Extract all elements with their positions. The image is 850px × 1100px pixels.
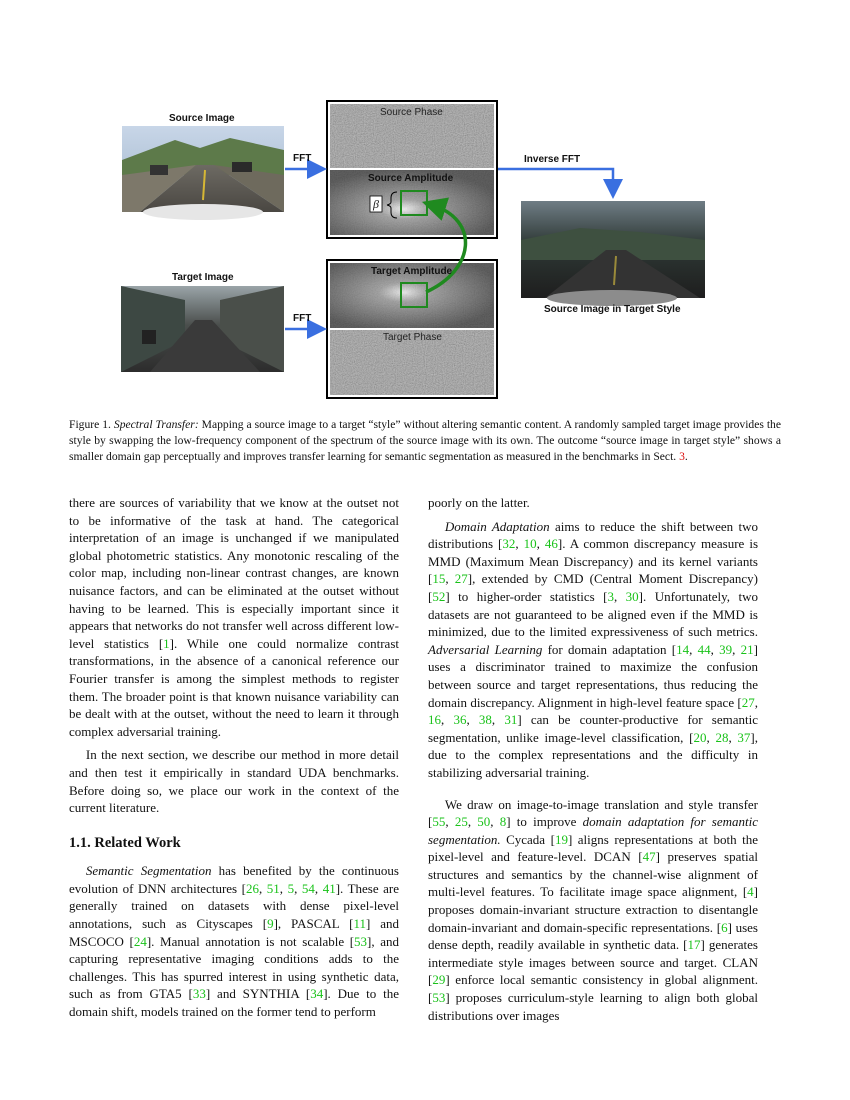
citation-link[interactable]: 25: [454, 814, 468, 830]
source-amplitude-label: Source Amplitude: [368, 173, 454, 184]
right-column: [428, 494, 758, 1024]
citation-link[interactable]: 31: [504, 712, 518, 728]
citation-link[interactable]: 50: [477, 814, 491, 830]
citation-link[interactable]: 29: [432, 972, 446, 988]
caption-title: Spectral Transfer:: [113, 418, 199, 431]
citation-link[interactable]: 34: [310, 986, 324, 1002]
output-image: [521, 201, 705, 306]
citation-link[interactable]: 21: [740, 641, 754, 657]
citation-link[interactable]: 37: [737, 729, 751, 745]
figure-graphics: [0, 0, 850, 410]
output-image-label: Source Image in Target Style: [544, 304, 681, 315]
target-image-label: Target Image: [172, 272, 234, 283]
caption-text: Mapping a source image to a target “style” without altering semantic content. A randomly sampled target image provides the style by swapping the low-frequency component of the spectrum of the source image with its own. The outcome “source image in target style” shows a smaller domain gap perceptually and improves transfer learning for semantic segmentation as measured in the benchmarks in Sect.: [69, 418, 781, 463]
target-image: [121, 286, 284, 372]
right-paragraph-1: Domain Adaptation aims to reduce the shift between two distributions [32, 10, 46]. A common discrepancy measure is MMD (Maximum Mean Discrepancy) and its kernel variants [15, 27], extended by CMD (Central Moment Discrepancy) [52] to higher-order statistics [3, 30]. Unfortunately, two datasets are not guaranteed to be aligned even if the MMD is minimized, due to the limited expressiveness of such metrics. Adversarial Learning for domain adaptation [14, 44, 39, 21] uses a discriminator trained to maximize the confusion between source and target representations, thus reducing the domain discrepancy. Alignment in high-level feature space [27, 16, 36, 38, 31] can be counter-productive for semantic segmentation, unlike image-level classification, [20, 28, 37], due to the complex representations and the difficulty in stabilizing adversarial training.: [428, 518, 759, 780]
citation-link[interactable]: 24: [133, 933, 147, 949]
source-spectrum-panel: [327, 101, 497, 238]
caption-end: .: [684, 450, 688, 463]
inverse-fft-arrow: [498, 169, 613, 194]
citation-link[interactable]: 33: [192, 986, 206, 1002]
citation-link[interactable]: 30: [625, 588, 639, 604]
left-column: [69, 494, 399, 1021]
citation-link[interactable]: 5: [287, 880, 295, 896]
figure-1: [0, 0, 850, 410]
fft-top-label: FFT: [293, 153, 312, 164]
caption-prefix: Figure 1.: [69, 418, 111, 431]
left-paragraph-3: Semantic Segmentation has benefited by the continuous evolution of DNN architectures [26, 51, 5, 54, 41]. These are generally trained on datasets with dense pixel-level annotations, such as Cityscapes [9], PASCAL [11] and MSCOCO [24]. Manual annotation is not scalable [53], and capturing representative imaging conditions adds to the challenges. This has spurred interest in using synthetic data, such as from GTA5 [33] and SYNTHIA [34]. Due to the domain shift, models trained on the former tend to perform: [69, 863, 400, 1020]
citation-link[interactable]: 6: [721, 919, 728, 935]
target-phase-label: Target Phase: [383, 332, 442, 343]
citation-link[interactable]: 54: [301, 880, 315, 896]
right-paragraph-2: We draw on image-to-image translation and style transfer [55, 25, 50, 8] to improve domain adaptation for semantic segmentation. Cycada [19] aligns representations at both the pixel-level and feature-level. DCAN [47] preserves spatial structures and semantics by the channel-wise alignment of multi-level features. To facilitate image space alignment, [4] proposes domain-invariant structure extraction to disentangle domain-invariant and domain-specific representations. [6] uses dense depth, readily available in synthetic data. [17] generates intermediate style images between source and target. CLAN [29] enforce local semantic consistency in global alignment. [53] proposes curriculum-style learning to align both global distributions over images: [428, 796, 759, 1023]
citation-link[interactable]: 47: [642, 849, 656, 865]
citation-link[interactable]: 1: [163, 635, 170, 651]
citation-link[interactable]: 32: [502, 536, 516, 552]
citation-link[interactable]: 20: [693, 729, 707, 745]
citation-link[interactable]: 52: [432, 588, 446, 604]
left-paragraph-2: In the next section, we describe our method in more detail and then test it empirically in standard UDA benchmarks. Before doing so, we place our work in the context of the current literature.: [69, 747, 399, 816]
right-paragraph-0: poorly on the latter.: [428, 495, 530, 510]
section-heading: 1.1. Related Work: [69, 834, 181, 851]
source-phase-label: Source Phase: [380, 107, 443, 118]
citation-link[interactable]: 3: [607, 588, 614, 604]
citation-link[interactable]: 41: [322, 880, 336, 896]
citation-link[interactable]: 11: [353, 916, 366, 932]
citation-link[interactable]: 27: [454, 571, 468, 587]
citation-link[interactable]: 53: [432, 990, 446, 1006]
citation-link[interactable]: 14: [676, 641, 690, 657]
citation-link[interactable]: 55: [432, 814, 446, 830]
source-image-label: Source Image: [169, 113, 235, 124]
citation-link[interactable]: 15: [432, 571, 446, 587]
citation-link[interactable]: 44: [697, 641, 711, 657]
citation-link[interactable]: 17: [687, 937, 701, 953]
citation-link[interactable]: 26: [246, 880, 259, 896]
target-spectrum-panel: [327, 260, 497, 398]
citation-link[interactable]: 27: [741, 694, 755, 710]
section-ref-link[interactable]: 3: [679, 450, 685, 463]
left-paragraph-1: there are sources of variability that we know at the outset not to be informative of the task at hand. The categorical interpretation of an image is unchanged if we manipulated global photometric statistics. Any monotonic rescaling of the color map, including non-linear contrast changes, are known nuisance factors, and can be eliminated at the outset without having to be learned. This is especially important since it appears that networks do not transfer well across different low-level statistics [1]. While one could normalize contrast transformations, in the absence of a canonical reference our Fourier transfer is among the simplest methods to register them. The broader point is that known nuisance variability can be dealt with at the outset, without the need to learn it through complex adversarial training.: [69, 495, 399, 739]
citation-link[interactable]: 53: [354, 933, 368, 949]
citation-link[interactable]: 8: [499, 814, 507, 830]
target-amplitude-label: Target Amplitude: [371, 266, 453, 277]
citation-link[interactable]: 10: [523, 536, 537, 552]
beta-label: β: [373, 197, 379, 211]
source-image: [122, 126, 284, 220]
citation-link[interactable]: 38: [478, 712, 492, 728]
fft-bottom-label: FFT: [293, 313, 312, 324]
citation-link[interactable]: 16: [428, 712, 441, 728]
citation-link[interactable]: 39: [719, 641, 733, 657]
figure-caption: [69, 417, 781, 465]
citation-link[interactable]: 28: [715, 729, 729, 745]
inverse-fft-label: Inverse FFT: [524, 154, 581, 165]
citation-link[interactable]: 19: [554, 831, 568, 847]
citation-link[interactable]: 4: [747, 884, 754, 900]
citation-link[interactable]: 51: [266, 880, 280, 896]
citation-link[interactable]: 9: [267, 916, 274, 932]
citation-link[interactable]: 36: [453, 712, 467, 728]
citation-link[interactable]: 46: [544, 536, 558, 552]
